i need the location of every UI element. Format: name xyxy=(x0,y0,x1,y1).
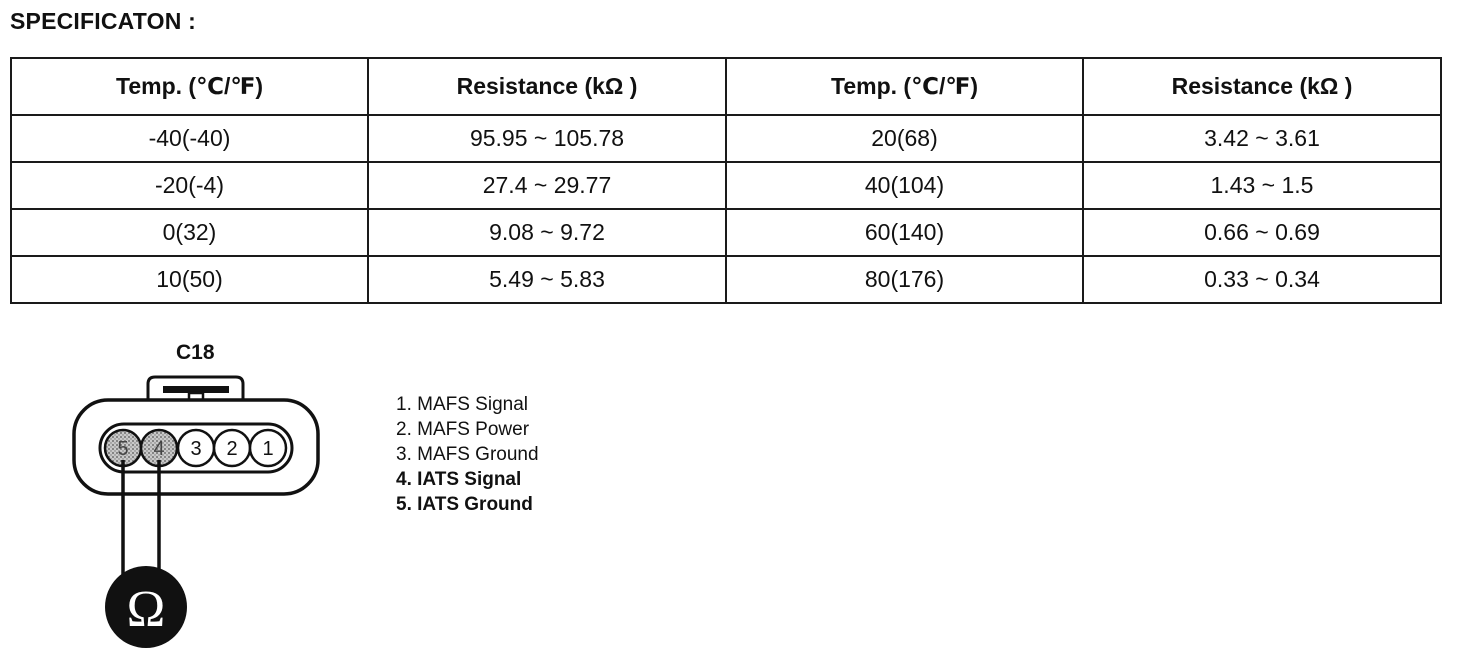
connector-diagram xyxy=(60,368,330,653)
connector-label: C18 xyxy=(176,341,215,364)
table-cell: 0.33 ~ 0.34 xyxy=(1083,256,1441,303)
list-item: 1. MAFS Signal xyxy=(396,394,528,415)
column-header-resistance: Resistance (kΩ ) xyxy=(1083,58,1441,115)
table-cell: 40(104) xyxy=(726,162,1083,209)
table-cell: 20(68) xyxy=(726,115,1083,162)
column-header-resistance: Resistance (kΩ ) xyxy=(368,58,726,115)
table-row xyxy=(11,162,1441,209)
ohm-symbol: Ω xyxy=(126,581,166,638)
table-cell: 95.95 ~ 105.78 xyxy=(368,115,726,162)
page-title: SPECIFICATON : xyxy=(10,8,196,34)
table-row xyxy=(11,256,1441,303)
pin-4-number: 4 xyxy=(153,438,165,460)
resistance-spec-table xyxy=(10,57,1442,304)
list-item: 2. MAFS Power xyxy=(396,419,530,440)
pin-1-number: 1 xyxy=(262,438,274,460)
pin-3 xyxy=(178,430,214,466)
table-row xyxy=(11,115,1441,162)
pin-5-number: 5 xyxy=(117,438,129,460)
pin-legend xyxy=(396,392,539,517)
list-item: 4. IATS Signal xyxy=(396,469,522,490)
table-cell: 80(176) xyxy=(726,256,1083,303)
list-item: 3. MAFS Ground xyxy=(396,444,539,465)
table-header-row xyxy=(11,58,1441,115)
table-cell: 1.43 ~ 1.5 xyxy=(1083,162,1441,209)
table-cell: 0(32) xyxy=(11,209,368,256)
column-header-temp: Temp. (℃/℉) xyxy=(726,58,1083,115)
table-cell: 5.49 ~ 5.83 xyxy=(368,256,726,303)
table-cell: 0.66 ~ 0.69 xyxy=(1083,209,1441,256)
table-cell: 9.08 ~ 9.72 xyxy=(368,209,726,256)
pin-3-number: 3 xyxy=(190,438,202,460)
table-cell: 10(50) xyxy=(11,256,368,303)
column-header-temp: Temp. (℃/℉) xyxy=(11,58,368,115)
table-cell: 27.4 ~ 29.77 xyxy=(368,162,726,209)
pin-1 xyxy=(250,430,286,466)
ohmmeter-icon xyxy=(105,566,187,648)
table-cell: 60(140) xyxy=(726,209,1083,256)
table-cell: -20(-4) xyxy=(11,162,368,209)
pin-2 xyxy=(214,430,250,466)
table-row xyxy=(11,209,1441,256)
list-item: 5. IATS Ground xyxy=(396,494,533,515)
table-cell: 3.42 ~ 3.61 xyxy=(1083,115,1441,162)
pin-2-number: 2 xyxy=(226,438,238,460)
table-cell: -40(-40) xyxy=(11,115,368,162)
